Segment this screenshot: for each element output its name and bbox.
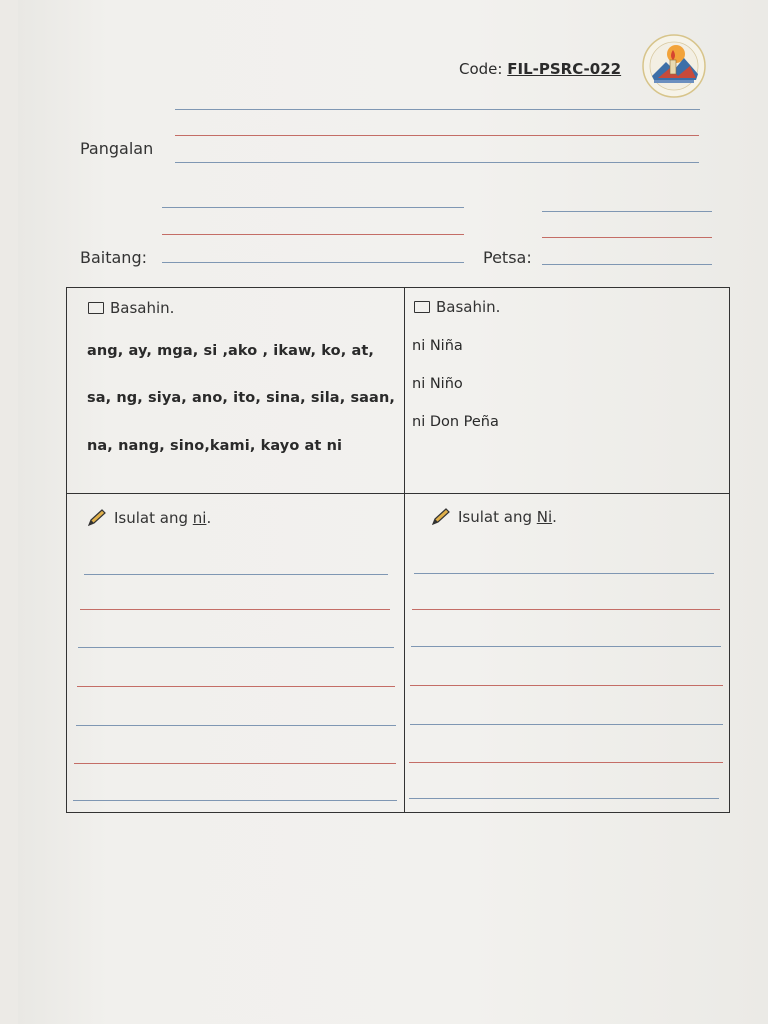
deped-seal-icon bbox=[640, 32, 708, 100]
name-guide-top bbox=[175, 109, 700, 110]
sight-words-line-2: sa, ng, siya, ano, ito, sina, sila, saan, bbox=[87, 390, 395, 406]
read-right-title bbox=[414, 298, 500, 316]
write-right-line-7[interactable] bbox=[409, 798, 719, 799]
read-left-title bbox=[88, 299, 174, 317]
date-guide-mid bbox=[542, 237, 712, 238]
read-left-title-text: Basahin. bbox=[110, 299, 175, 317]
grade-guide-base[interactable] bbox=[162, 262, 464, 263]
pencil-icon bbox=[430, 507, 452, 527]
sight-words-line-1: ang, ay, mga, si ,ako , ikaw, ko, at, bbox=[87, 343, 374, 359]
sight-words-line-3: na, nang, sino,kami, kayo at ni bbox=[87, 438, 343, 454]
name-guide-base[interactable] bbox=[175, 162, 699, 163]
worksheet-code bbox=[459, 60, 621, 78]
write-left-line-2[interactable] bbox=[80, 609, 390, 610]
write-right-prefix: Isulat ang bbox=[458, 508, 537, 526]
write-left-line-6[interactable] bbox=[74, 763, 396, 764]
write-right-line-5[interactable] bbox=[410, 724, 723, 725]
write-right-line-6[interactable] bbox=[409, 762, 723, 763]
book-icon bbox=[88, 302, 104, 314]
name-item-2: ni Niño bbox=[412, 376, 463, 392]
write-left-line-7[interactable] bbox=[73, 800, 397, 801]
code-label: Code: bbox=[459, 60, 503, 78]
write-left-line-1[interactable] bbox=[84, 574, 388, 575]
name-item-3: ni Don Peña bbox=[412, 414, 499, 430]
code-value: FIL-PSRC-022 bbox=[507, 60, 622, 78]
date-guide-top bbox=[542, 211, 712, 212]
name-label: Pangalan bbox=[80, 139, 154, 158]
write-right-line-1[interactable] bbox=[414, 573, 714, 574]
grade-guide-mid bbox=[162, 234, 464, 235]
name-guide-mid bbox=[175, 135, 699, 136]
write-right-line-4[interactable] bbox=[410, 685, 723, 686]
read-right-title-text: Basahin. bbox=[436, 298, 501, 316]
write-left-title bbox=[86, 508, 211, 528]
write-left-line-3[interactable] bbox=[78, 647, 394, 648]
grid-horizontal-divider bbox=[66, 493, 730, 494]
write-left-prefix: Isulat ang bbox=[114, 509, 193, 527]
name-item-1: ni Niña bbox=[412, 338, 463, 354]
write-right-word: Ni bbox=[536, 508, 553, 526]
grade-guide-top bbox=[162, 207, 464, 208]
pencil-icon bbox=[86, 508, 108, 528]
write-left-instruction bbox=[114, 509, 211, 527]
write-right-line-2[interactable] bbox=[412, 609, 720, 610]
book-icon bbox=[414, 301, 430, 313]
write-right-title bbox=[430, 507, 557, 527]
write-left-word: ni bbox=[192, 509, 207, 527]
write-left-suffix: . bbox=[206, 509, 212, 527]
date-guide-base[interactable] bbox=[542, 264, 712, 265]
write-right-suffix: . bbox=[552, 508, 557, 526]
grid-vertical-divider bbox=[404, 287, 405, 813]
date-label: Petsa: bbox=[483, 248, 532, 267]
write-right-line-3[interactable] bbox=[411, 646, 721, 647]
write-left-line-5[interactable] bbox=[76, 725, 396, 726]
write-left-line-4[interactable] bbox=[77, 686, 395, 687]
activity-grid bbox=[66, 287, 730, 813]
grade-label: Baitang: bbox=[80, 248, 147, 267]
write-right-instruction bbox=[458, 508, 557, 526]
